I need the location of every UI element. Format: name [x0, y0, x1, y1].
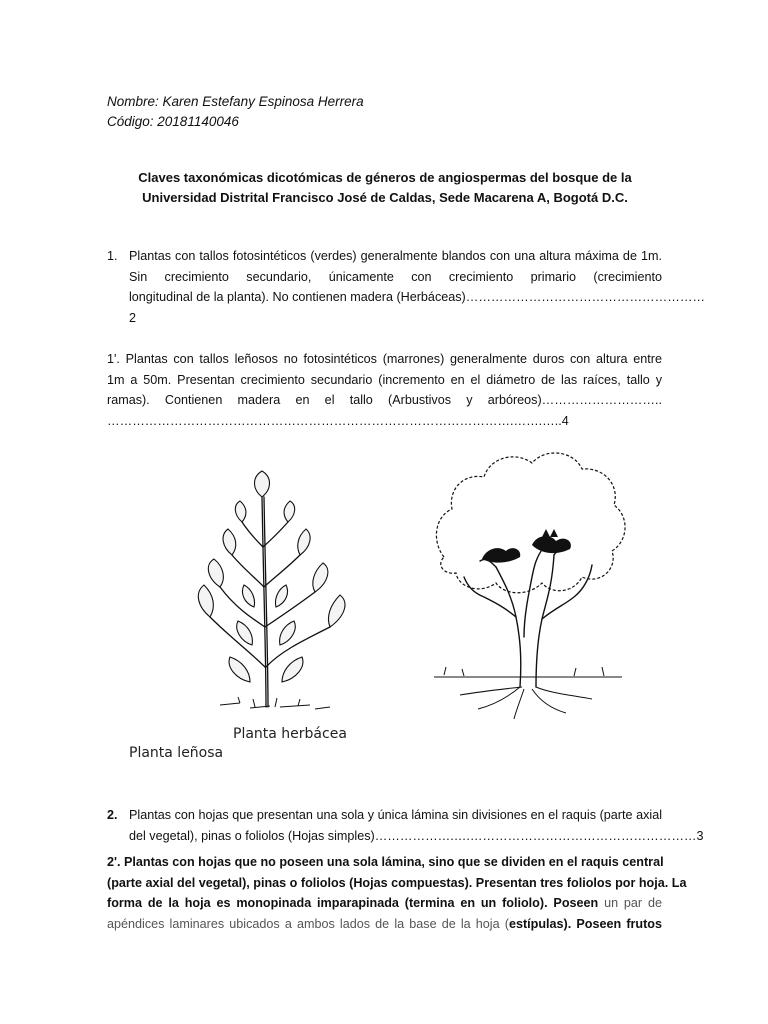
document-title — [110, 168, 660, 208]
item-1p-line-4: …………………………………………………………………………………….…….…..4 — [107, 413, 569, 428]
item-number: 2. — [107, 808, 118, 822]
item-number: 1. — [107, 249, 118, 263]
item-1p-line-3: ramas). Contienen madera en el tallo (Arbustivos y arbóreos)……………………….. — [107, 393, 662, 407]
item-1-line-2: Sin crecimiento secundario, únicamente con crecimiento primario (crecimiento — [129, 269, 662, 284]
title-line-2: Universidad Distrital Francisco José de Caldas, Sede Macarena A, Bogotá D.C. — [142, 190, 628, 205]
title-line-1: Claves taxonómicas dicotómicas de géneros de angiospermas del bosque de la — [138, 170, 632, 185]
author-name: Nombre: Karen Estefany Espinosa Herrera — [107, 94, 364, 109]
item-2p-line-1: 2'. Plantas con hojas que no poseen una sola lámina, sino que se dividen en el raquis central — [107, 855, 664, 869]
student-code: Código: 20181140046 — [107, 114, 239, 129]
caption-woody: Planta leñosa — [129, 745, 224, 761]
item-1p-line-1: 1'. Plantas con tallos leñosos no fotosintéticos (marrones) generalmente duros con altura entre — [107, 352, 662, 366]
item-2p-line-4 — [107, 914, 662, 935]
item-2p-line-3-light: un par de — [598, 896, 662, 910]
item-2p-line-3 — [107, 893, 662, 914]
item-2-line-1: Plantas con hojas que presentan una sola y única lámina sin divisiones en el raquis (parte axial — [129, 808, 662, 822]
key-item-2-prime — [107, 852, 687, 934]
item-2p-line-3-text: forma de la hoja es monopinada imparapinada (termina en un foliolo). Poseen — [107, 896, 599, 910]
item-1p-line-2: 1m a 50m. Presentan crecimiento secundario (incremento en el diámetro de las raíces, tallo y — [107, 372, 662, 387]
item-1-line-3: longitudinal de la planta). No contienen madera (Herbáceas)………………………………………………… — [129, 290, 706, 304]
author-header — [107, 92, 364, 132]
item-2p-line-4-light: apéndices laminares ubicados a ambos lados de la base de la hoja ( — [107, 916, 509, 931]
item-2-line-2: del vegetal), pinas o foliolos (Hojas simples)……………….….………………………………………………3 — [129, 828, 704, 843]
woody-plant-illustration — [424, 437, 632, 723]
caption-herbaceous: Planta herbácea — [233, 726, 347, 742]
item-1-line-4: 2 — [129, 310, 137, 325]
item-2p-line-4-bold: estípulas). Poseen frutos — [508, 916, 662, 931]
herbaceous-plant-illustration — [180, 467, 362, 719]
item-2p-line-2: (parte axial del vegetal), pinas o foliolos (Hojas compuestas). Presentan tres foliolos por hoja. La — [107, 875, 687, 890]
key-item-1-prime — [107, 349, 662, 431]
item-1-line-1: Plantas con tallos fotosintéticos (verdes) generalmente blandos con una altura máxima de 1m. — [129, 249, 662, 263]
